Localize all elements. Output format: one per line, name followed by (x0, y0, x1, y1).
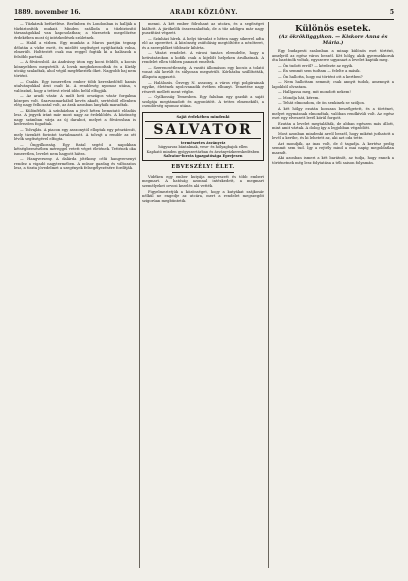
news-paragraph: — Tűzkáruk befürélése. Berlinben és Londonban is hallják a tűzbiztosítók mukait. Minden szálloda a tűzbiztosító társaságokkal van kapcsolatban; a tűzesetek megelőzése érdekében most új intézkedések születnek. (14, 22, 136, 40)
newspaper-page (4, 4, 404, 573)
news-paragraph: — Vásári rendelet. A városi tanács elrendelte, hogy a hetivásárokon a kofák csak a kijelölt helyeken árulhatnak. A rendelet ellen többen panaszt emeltek. (142, 51, 264, 65)
news-paragraph: menni. A két ember fölrohant az utcára, és a segítséget kiáltott. A járókelők összeszaladtak, de a tűz addigra már nagy pusztítást végzett. (142, 22, 264, 36)
news-paragraph: — A fővárosból. Az Andrássy úton egy kocsi feldőlt, a kocsis könnyebben megsérült. A lovak megbokrosodtak és a Király utcáig szaladtak, ahol végül megfékezték őket. Nagyobb baj nem történt. (14, 60, 136, 79)
page-header (14, 8, 394, 18)
feuilleton-paragraph: Azt mondják, az inas volt, de ő tagadja. A kertész pedig semmit sem tud. Így a rejtély mind a mai napig megoldatlan maradt. (272, 141, 394, 155)
news-paragraph: — Szerencsétlenség. A vasúti állomáson egy kocsis a tolató vonat alá került és súlyosan megsérült. Kórházba szállították, állapota aggasztó. (142, 65, 264, 80)
feuilleton-paragraph: — Hallgassa meg, mit mondott nekem! (278, 90, 351, 95)
news-paragraph: Vidéken egy ember kutyája megveszett és több embert megmart. A hatóság azonnal intézkedett, a megmart személyeket orvosi kezelés alá vették. (142, 174, 264, 188)
feuilleton-paragraph: — Én semmit sem tudtam — felelte a másik. (278, 69, 361, 74)
ad-top-line: Saját érdekében mindenki (176, 114, 230, 119)
feuilleton-paragraph: — Nem hallottam semmit; csak annyit tudok, amennyit a lapokból olvastam. (272, 80, 394, 89)
news-paragraph: — Színházi hírek. A helyi társulat e héten nagy sikerrel adta elő az operettet. A közönség zsúfolásig megtöltötte a nézőteret, és a szereplőket többször kihívta. (142, 36, 264, 50)
salvator-advertisement (142, 112, 264, 161)
news-paragraph: — Hangverseny. A dalárda jótékony célú hangversenyt rendez a vigadó nagytermében. A műsor gazdag és változatos lesz, a tiszta jövedelmet a szegények felsegélyezésére fordítják. (14, 157, 136, 171)
feuilleton-paragraph: — Ön tudott erről? — kérdezte az egyik. (278, 63, 354, 68)
feuilleton-paragraph: Most azonban mindenki arról beszél, hogy miként juthatott a levél a kertbe, és ki lehetett az, aki azt oda tette. (272, 131, 394, 141)
divider (172, 172, 234, 173)
news-paragraph: — Különfélék. A színházban a jövő héten bemutató előadás lesz. A jegyek iránt már most nagy az érdeklődés. A közönség nagy számban várja az új darabot, melyet a fővárosban is kedvezően fogadtak. (14, 108, 136, 127)
issue-date: 1889. november 16. (14, 9, 81, 16)
feuilleton-paragraph: Ezután a levelet megtalálták, de abban egészen más állott, mint amit vártak. A dolog így a legjobban végződött. (272, 121, 394, 131)
feuilleton-paragraph: — Mondja hát, kérem. (278, 95, 320, 100)
section-heading: EBVESZÉLY! ÉLET. (171, 164, 235, 171)
feuilleton-paragraph: — Tehát elmondom, de ön senkinek se szóljon. (278, 101, 366, 106)
ad-line: Salvator-forrás igazgatósága Eperjesen (163, 154, 243, 159)
news-paragraph: — Tolvajlás. A piacon egy asszonytól elloptak egy pénztárcát, mely tizenkét forintot tartalmazott. A tolvajt a rendőr az ott lévők segítségével elfogta. (14, 128, 136, 142)
news-paragraph: — Az aradi vásár. A múlt heti országos vásár forgalma közepes volt. Szarvasmarhából kevés akadt, sertésből ellenben elég nagy felhozatal volt, az árak azonban lanyhák maradtak. (14, 94, 136, 108)
feuilleton-paragraph: Egy budapesti szalonban a minap különös eset történt, amelyről az egész város beszél. Két hölgy, akik gyermekkoruk óta barátnők voltak, egyszerre ugyanazt a levelet kapták meg. (272, 49, 394, 63)
news-paragraph: — Halál a vízben. Egy munkás a Maros partján tegnap délután a vízbe esett, és mielőtt segítséget nyújthattak volna, elmerült. Holttestét csak ma reggel fogták ki a halászok a felsőbb partnál. (14, 41, 136, 59)
feuilleton-subtitle: (Az ökrökliggyikon. — Kiskore Anna és Mária.) (278, 34, 388, 46)
ad-line: Kapható minden gyógyszertárban és ásványvízkereskedésben (146, 149, 260, 154)
feuilleton-paragraph: Aki azonban ismeri a két barátnőt, az tudja, hogy ennek a történetnek még lesz folytatása a téli saison folyamán. (272, 156, 394, 166)
newspaper-title: ARADI KÖZLÖNY. (170, 9, 238, 16)
feuilleton-paragraph: A két hölgy ezután hosszan beszélgetett, és a történet, melyet egymásnak elmondtak, valóban rendkívüli volt. Az egész eset egy elveszett levél körül forgott. (272, 107, 394, 121)
column-divider (139, 22, 140, 568)
feuilleton-title: Különös esetek. (295, 24, 371, 34)
ad-line: húgysavas bántalmak, vese- és hólyagbajok ellen (158, 145, 248, 150)
news-paragraph: — Csalás. Egy ismeretlen ember több kereskedőtől hamis utalványokkal árut csalt ki. A rendőrség nyomoz utána, s valószínű, hogy a tettest rövid időn belül elfogják. (14, 79, 136, 93)
column-divider (268, 22, 269, 568)
salvator-logo: SALVATOR (145, 121, 261, 139)
column-1 (14, 22, 136, 570)
news-paragraph: Figyelmeztetjük a közönséget, hogy a kutyákat szájkosár nélkül ne engedje az utcára, mert a rendelet megszegőit szigorúan megbüntetik. (142, 189, 264, 203)
header-rule (14, 19, 394, 20)
news-paragraph: — Gyilkosság Temesben. Egy faluban egy gazdát a saját szolgája megtámadott és agyonütött. A tettes elmenekült, a csendőrség nyomoz utána. (142, 95, 264, 109)
news-paragraph: — Öngyilkosság. Egy fiatal segéd a napokban kétségbeesésében méreggel vetett véget életének. Tettének oka ismeretlen, levelet nem hagyott hátra. (14, 142, 136, 156)
news-paragraph: — Halálozás. Özvegy N. asszony, a város régi polgárainak egyike, életének nyolcvanadik évében elhunyt. Temetése nagy részvét mellett ment végbe. (142, 80, 264, 94)
ad-line: természetes ásványvíz (180, 141, 226, 146)
page-number: 5 (389, 9, 394, 16)
column-2 (142, 22, 264, 570)
column-3 (272, 22, 394, 570)
feuilleton-paragraph: — Ön hallotta, hogy mi történt ott a kertben? (278, 74, 363, 79)
